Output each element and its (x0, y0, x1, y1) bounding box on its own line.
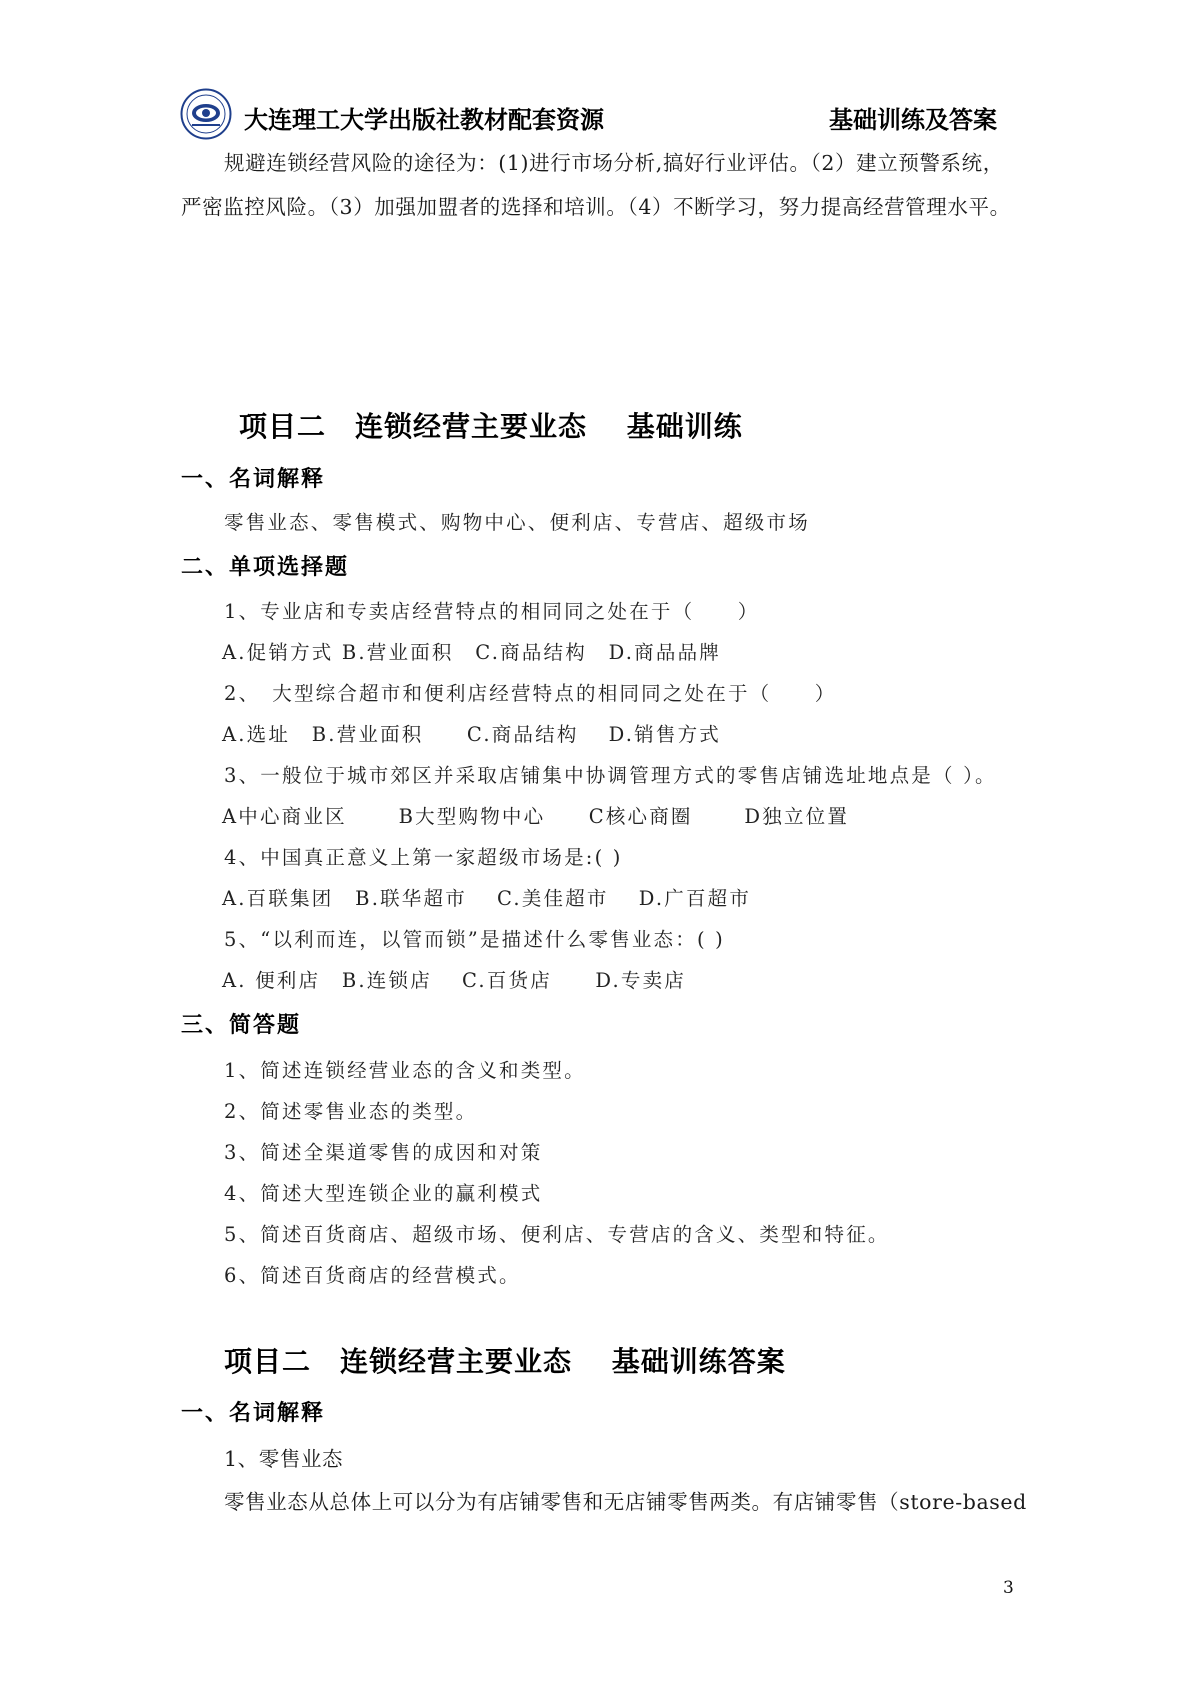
answers-section-heading: 一、名词解释 (181, 1401, 326, 1426)
choice-q3-options: A中心商业区 B大型购物中心 C核心商圈 D独立位置 (222, 805, 850, 828)
training-title: 项目二 连锁经营主要业态 基础训练 (239, 410, 743, 443)
page-number: 3 (1003, 1578, 1014, 1598)
short-answer-q1: 1、简述连锁经营业态的含义和类型。 (224, 1059, 586, 1082)
answers-item-label: 1、零售业态 (224, 1447, 344, 1471)
choice-q4-options: A.百联集团 B.联华超市 C.美佳超市 D.广百超市 (222, 887, 752, 910)
choice-q5: 5、“以利而连，以管而锁”是描述什么零售业态：( ) (224, 928, 725, 951)
choice-q2: 2、 大型综合超市和便利店经营特点的相同同之处在于（ ） (224, 682, 837, 705)
short-answer-q4: 4、简述大型连锁企业的赢利模式 (224, 1182, 543, 1205)
terms-line: 零售业态、零售模式、购物中心、便利店、专营店、超级市场 (224, 511, 810, 534)
intro-line-2: 严密监控风险。（3）加强加盟者的选择和培训。（4）不断学习，努力提高经营管理水平。 (181, 195, 1011, 219)
choice-q4: 4、中国真正意义上第一家超级市场是:( ) (224, 846, 623, 869)
university-press-seal-icon (180, 88, 232, 140)
choice-q3: 3、一般位于城市郊区并采取店铺集中协调管理方式的零售店铺选址地点是（ ）。 (224, 764, 997, 787)
answers-title: 项目二 连锁经营主要业态 基础训练答案 (224, 1345, 786, 1378)
section-heading-short-answer: 三、简答题 (181, 1013, 302, 1038)
intro-line-1: 规避连锁经营风险的途径为：(1)进行市场分析,搞好行业评估。（2）建立预警系统， (224, 151, 1004, 175)
short-answer-q2: 2、简述零售业态的类型。 (224, 1100, 478, 1123)
answers-paragraph: 零售业态从总体上可以分为有店铺零售和无店铺零售两类。有店铺零售（store-based (224, 1490, 1027, 1514)
short-answer-q6: 6、简述百货商店的经营模式。 (224, 1264, 521, 1287)
section-heading-terms: 一、名词解释 (181, 467, 326, 492)
choice-q1-options: A.促销方式 B.营业面积 C.商品结构 D.商品品牌 (222, 641, 721, 664)
short-answer-q3: 3、简述全渠道零售的成因和对策 (224, 1141, 543, 1164)
header-section: 基础训练及答案 (829, 106, 997, 134)
header-publisher: 大连理工大学出版社教材配套资源 (244, 106, 604, 134)
choice-q5-options: A. 便利店 B.连锁店 C.百货店 D.专卖店 (222, 969, 686, 992)
choice-q2-options: A.选址 B.营业面积 C.商品结构 D.销售方式 (222, 723, 721, 746)
short-answer-q5: 5、简述百货商店、超级市场、便利店、专营店的含义、类型和特征。 (224, 1223, 890, 1246)
choice-q1: 1、专业店和专卖店经营特点的相同同之处在于（ ） (224, 600, 760, 623)
section-heading-choice: 二、单项选择题 (181, 555, 350, 580)
